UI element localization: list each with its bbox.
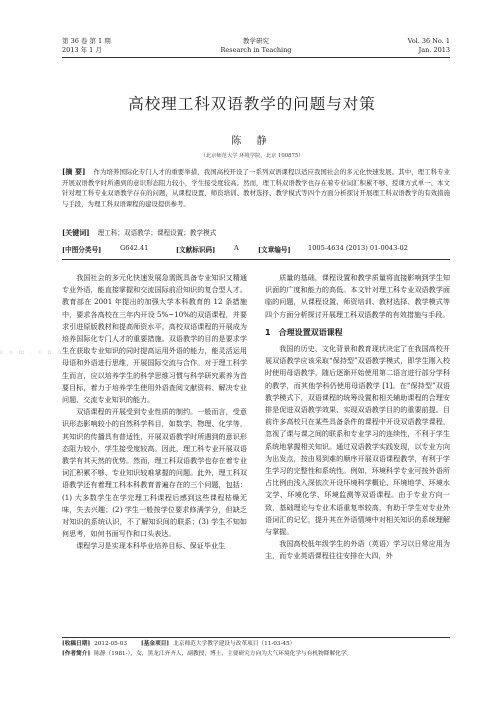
watermark: c o m . c n A <box>0 349 64 356</box>
section-number: 1 <box>265 327 271 337</box>
doc-code-value: A <box>234 244 239 252</box>
clc-value: G642.41 <box>120 244 149 252</box>
header-rule <box>62 57 450 58</box>
clc-label: [中图分类号] <box>62 246 102 254</box>
doc-code-label: [文献标识码] <box>176 246 216 254</box>
body-column-right <box>265 272 450 563</box>
header-issue: 第 36 卷 第 1 期 2013 年 1 月 <box>62 37 111 54</box>
keywords-label: [关键词] <box>62 228 90 237</box>
article-id-value: 1005-4634 (2013) 01-0043-02 <box>308 244 408 252</box>
paper-title: 高校理工科双语教学的问题与对策 <box>128 95 376 113</box>
footnotes <box>62 640 450 659</box>
footnote-received: [收稿日期] 2012-05-03 [基金项目] 北京师范大学教学建设与改革项目（11-03-45） <box>62 641 296 647</box>
paragraph: 双语课程的开展受到专业性质的制约。一般而言，受意识形态影响较小的自然科学科目，如数学、物理、化学等，其知识的传播具有普适性，开展双语教学时所遇到的意识形态阻力较小，学生接受度较高。因此，理工科专业开展双语教学有其天然的优势。然而，理工科双语教学也存在着专业词汇积累不够、专业知识较难掌握的问题。此外，理工科双语教学还有着理工科本科教育普遍存在的三个问题，包括：(1) 大多数学生在学完理工科课程后感到这些课程枯燥无味，失去兴趣；(2) 学生一般按学位要求修满学分，但缺乏对知识的系统认识，不了解知识间的联系；(3) 学生不知如何思考，如何书面写作和口头表达。 <box>62 407 247 539</box>
abstract <box>62 167 450 209</box>
paragraph: 我国社会的多元化快速发展急需既具备专业知识又精通专业外语，能直接掌握和交流国际前沿知识的复合型人才。教育部在 2001 年提出的加强大学本科教育的 12 条措施中，要求各高校在三年内开设 5%~10%的双语课程，并要求引进原版教材和提高师资水平。高校双语课程的开展成为培养国际化专门人才的重要措施。双语教学的目的是要求学生在获取专业知识的同时提高运用外语的能力，能灵活运用母语和外语进行思维，开展国际交流与合作。对于理工科学生而言，应以培养学生的科学思维习惯与科学研究素养为首要目标，着力于培养学生使用外语查阅文献资料、解决专业问题、交流专业知识的能力。 <box>62 273 247 405</box>
section-title: 合理设置双语课程 <box>278 327 343 337</box>
article-id-label: [文章编号] <box>258 246 291 254</box>
author-name: 陈 静 <box>231 136 273 147</box>
keywords <box>62 227 450 238</box>
keywords-text: 理工科；双语教学；课程设置；教学模式 <box>97 229 217 237</box>
body-column-left <box>62 272 247 553</box>
author-affiliation: （北京师范大学 环境学院，北京 100875） <box>200 153 304 159</box>
section-heading <box>265 327 450 339</box>
abstract-rule <box>62 259 450 260</box>
paragraph: 质量的基础，课程设置和教学质量将直接影响到学生知识面的广度和能力的高低。本文针对理工科专业双语教学面临的问题，从课程设置、师资培训、教材选择、教学模式等四个方面分析探讨开展理工科双语教学的有效措施与手段。 <box>265 273 450 319</box>
paragraph: 我国高校低年级学生的外语（英语）学习以日常应用为主，而专业英语课程往往安排在大四，外 <box>265 539 450 561</box>
paragraph: 我国的历史、文化背景和教育现状决定了在我国高校开展双语教学应该采取“保持型”双语教学模式，即学生刚入校时使用母语教学，随后逐渐开始使用第二语言进行部分学科的教学，而其他学科仍使用母语教学 [1]。在“保持型”双语教学模式下，双语课程的统筹设置和相关辅助课程的合理安排是促进双语教学效果、实现双语教学目的的重要前提。目前许多高校只在某些具备条件的课程中开设双语教学课程，忽视了课与课之间的联系和专业学习的连续性，不利于学生系统地掌握相关知识。通过双语教学实践发现，以专业方向为出发点，按由易到难的顺序开展双语课程教学，有利于学生学习的完整性和系统性。例如，环境科学专业可按外语所占比例由浅入深依次开设环境科学概论、环境地学、环境水文学、环境化学、环境监测等双语课程。由于专业方向一致，基础理论与专业术语重复率较高，有助于学生对专业外语词汇的记忆，提升其在外语情境中对相关知识的系统理解与掌握。 <box>265 344 450 537</box>
footnote-rule <box>62 637 450 638</box>
header-volume: Vol. 36 No. 1 Jan. 2013 <box>407 37 450 54</box>
header-journal-name: 教学研究 Research in Teaching <box>220 37 292 54</box>
abstract-label: [摘 要] <box>62 167 86 176</box>
abstract-text: 作为培养国际化专门人才的重要举措，我国高校开设了一系列双语课程以适应我国社会的多元化快速发展。其中，理工科专业开展双语教学时所遇到的意识形态阻力较小，学生接受度较高。然而，理工科双语教学也存在着专业词汇积累不够、授课方式单一、本文针对理工科专业双语教学存在的问题，从课程设置、师资培训、教材选择、教学模式等四个方面分析探讨开展理工科双语教学的有效措施与手段，为理工科双语课程的建设提供参考。 <box>62 168 451 208</box>
footnote-author: [作者简介] 陈静（1981-），女，黑龙江齐齐人，副教授，博士，主要研究方向为大气环境化学与有机物降解化学。 <box>62 650 353 657</box>
paragraph: 课程学习是实现本科毕业培养目标、保证毕业生 <box>76 541 226 551</box>
